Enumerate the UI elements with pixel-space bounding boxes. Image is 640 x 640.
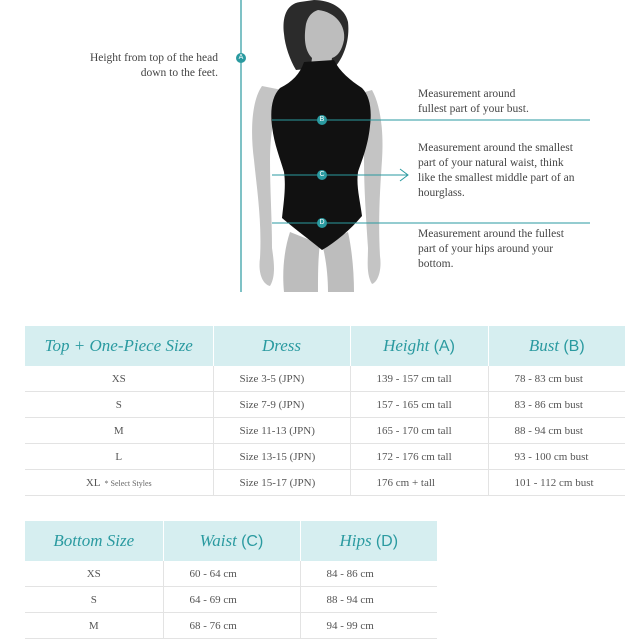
table-row [25,561,437,587]
dress-cell: Size 13-15 (JPN) [213,444,350,470]
size-label: L [115,450,123,463]
size-cell: S [25,587,163,613]
bottom-table-header-row [25,521,437,561]
height-cell: 172 - 176 cm tall [350,444,488,470]
dress-cell: Size 11-13 (JPN) [213,418,350,444]
size-cell [25,470,213,496]
size-cell [25,392,213,418]
height-annotation-line: down to the feet. [140,67,218,79]
height-cell: 176 cm + tall [350,470,488,496]
size-cell [25,418,213,444]
hips-annotation-line: Measurement around the fullest [418,228,564,240]
waist-annotation-line: like the smallest middle part of an [418,172,575,184]
bust-cell: 83 - 86 cm bust [488,392,625,418]
bust-cell: 88 - 94 cm bust [488,418,625,444]
select-styles-note: * Select Styles [104,478,152,488]
height-annotation-line: Height from top of the head [89,52,218,64]
bust-cell: 93 - 100 cm bust [488,444,625,470]
top-size-table [25,326,625,496]
header-label: Top + One-Piece Size [44,336,193,355]
hips-cell: 94 - 99 cm [300,613,437,639]
table-row [25,470,625,496]
waist-annotation-line: Measurement around the smallest [418,142,573,154]
bust-annotation [418,87,529,117]
dress-cell: Size 7-9 (JPN) [213,392,350,418]
table-row [25,366,625,392]
size-cell: XS [25,561,163,587]
height-annotation [90,51,218,81]
bottom-size-table [25,521,437,639]
size-cell [25,366,213,392]
header-label: Height [383,336,430,355]
waist-cell: 60 - 64 cm [163,561,300,587]
top-table-header-row [25,326,625,366]
hips-cell: 88 - 94 cm [300,587,437,613]
header-label: Dress [261,336,302,355]
marker-c: C [317,170,327,180]
header-letter: (C) [241,533,264,550]
header-dress [213,326,350,366]
size-cell [25,444,213,470]
dress-cell: Size 3-5 (JPN) [213,366,350,392]
header-height [350,326,488,366]
marker-d: D [317,218,327,228]
header-bottom-size [25,521,163,561]
waist-annotation-line: hourglass. [418,187,465,199]
header-bust [488,326,625,366]
hips-cell: 84 - 86 cm [300,561,437,587]
header-letter: (D) [375,533,399,550]
hips-annotation [418,227,564,272]
header-label: Hips [339,531,372,550]
bust-annotation-line: fullest part of your bust. [418,103,529,115]
waist-cell: 68 - 76 cm [163,613,300,639]
hips-annotation-line: bottom. [418,258,454,270]
header-letter: (A) [433,338,455,355]
header-hips [300,521,437,561]
height-cell: 157 - 165 cm tall [350,392,488,418]
bust-cell: 78 - 83 cm bust [488,366,625,392]
hips-annotation-line: part of your hips around your [418,243,554,255]
header-label: Bottom Size [53,531,135,550]
waist-annotation [418,141,575,201]
table-row [25,613,437,639]
height-cell: 165 - 170 cm tall [350,418,488,444]
size-label: XS [111,372,126,385]
header-letter: (B) [563,338,585,355]
table-row [25,392,625,418]
table-row [25,587,437,613]
height-cell: 139 - 157 cm tall [350,366,488,392]
header-top-size [25,326,213,366]
waist-cell: 64 - 69 cm [163,587,300,613]
size-label: M [113,424,124,437]
dress-cell: Size 15-17 (JPN) [213,470,350,496]
bust-cell: 101 - 112 cm bust [488,470,625,496]
header-waist [163,521,300,561]
size-label: XL [85,476,101,489]
table-row [25,418,625,444]
size-cell: M [25,613,163,639]
marker-a: A [236,53,246,63]
header-label: Bust [528,336,560,355]
marker-b: B [317,115,327,125]
waist-annotation-line: part of your natural waist, think [418,157,564,169]
table-row [25,444,625,470]
bust-annotation-line: Measurement around [418,88,516,100]
size-label: S [115,398,122,411]
header-label: Waist [199,531,237,550]
